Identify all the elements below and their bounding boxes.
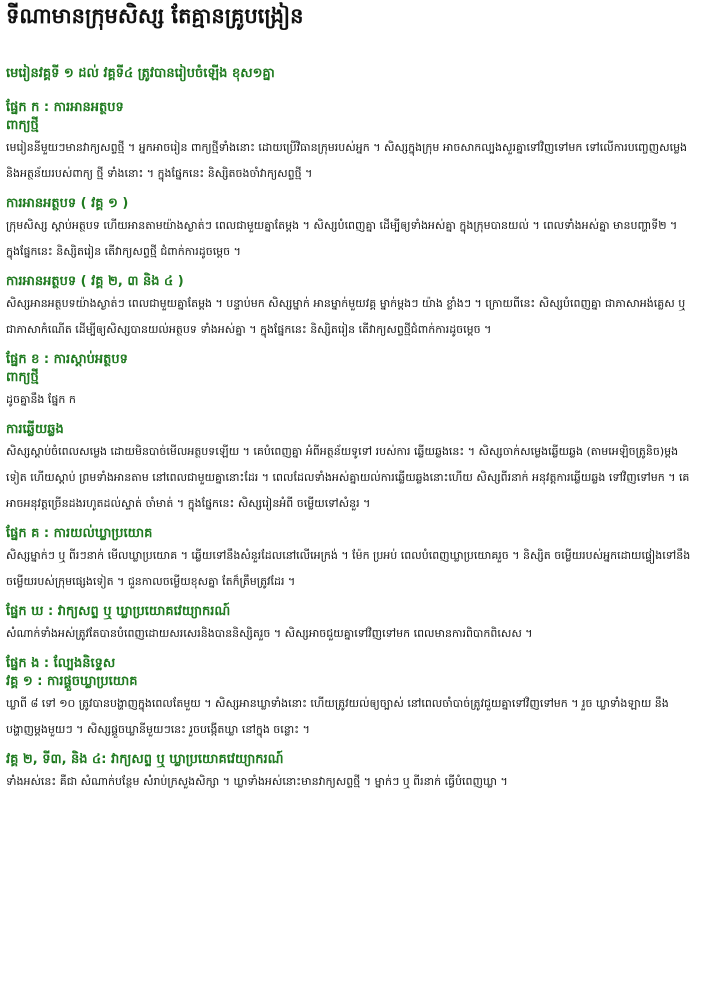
section-c-text: សិស្សម្នាក់ៗ ឬ ពីរៗនាក់ មើលឃ្លាប្រយោគ ។ ឆ្លើយទៅនឹងសំនួរដែលនៅលើអេក្រង់ ។ ម៉ែក ប្រអប់ ពេលបំពេញឃ្លាប្រយោគរួច ។ និស្សិត ចម្លើយរបស់អ្នកដោយផ្ទៀងទៅនឹងចម្លើយរបស់ក្រុមផ្សេងទៀត ។ ជួនកាលចម្លើយខុសគ្នា តែក៏ត្រឹមត្រូវដែរ ។ [6, 549, 691, 588]
section-e [6, 655, 694, 795]
section-a [6, 99, 694, 343]
section-a-reading1-title: ការអានអត្ថបទ ( វគ្គ ១ ) [6, 196, 129, 211]
section-a-vocab-text: មេរៀននីមួយៗមានវាក្យសព្ទថ្មី ។ អ្នកអាចរៀន ពាក្យថ្មីទាំងនោះ ដោយប្រើវិធានក្រុមរបស់អ្នក ។ សិស្សក្នុងក្រុម អាចសាកល្បងសួរគ្នាទៅវិញទៅមក ទៅលើការបញ្ចេញសម្លេង និងអត្ថន័យរបស់ពាក្យ ថ្មី ទាំងនោះ ។ ក្នុងផ្នែកនេះ និស្សិតចងចាំវាក្យសព្ទថ្មី ។ [6, 141, 688, 180]
section-b-title: ផ្នែក ខ : ការស្តាប់អត្ថបទ [6, 352, 128, 367]
section-b [6, 351, 694, 517]
lesson-header: មេរៀនវគ្គទី ១ ដល់ វគ្គទី៤ ត្រូវបានរៀបចំឡើង ខុស១គ្នា [6, 66, 275, 81]
section-b-vocab-text: ដូចគ្នានឹង ផ្នែក ក [6, 393, 76, 406]
section-a-reading1-text: ក្រុមសិស្ស ស្តាប់អត្ថបទ ហើយអានតាមយ៉ាងស្ងាត់ៗ ពេលជាមួយគ្នាតែម្តង ។ សិស្សបំពេញគ្នា ដើម្បីឲ្យទាំងអស់គ្នា ក្នុងក្រុមបានយល់ ។ ពេលទាំងអស់គ្នា មានបញ្ហាទី២ ។ ក្នុងផ្នែកនេះ និស្សិតរៀន តើវាក្យសព្ទថ្មី ជំពាក់ការដូចម្តេច ។ [6, 219, 678, 258]
section-a-vocab-title: ពាក្យថ្មី [6, 118, 39, 133]
section-c [6, 525, 694, 595]
document-title: ទីណាមានក្រុមសិស្ស តែគ្មានគ្រូបង្រៀន [6, 4, 304, 28]
section-b-dictation-text: សិស្សស្តាប់ចំពេលសម្លេង ដោយមិនបាច់មើលអត្ថបទឡើយ ។ គេបំពេញគ្នា អំពីអត្ថន័យទូទៅ របស់ការ ឆ្លើយឆ្លងនេះ ។ សិស្សចាក់សម្លេងឆ្លើយឆ្លង (តាមអេឡិចត្រូនិច)ម្តងទៀត ហើយស្តាប់ ព្រមទាំងអានតាម នៅពេលជាមួយគ្នានោះដែរ ។ ពេលដែលទាំងអស់គ្នាយល់ការឆ្លើយឆ្លងនោះហើយ សិស្សពីរនាក់ អនុវត្តការឆ្លើយឆ្លង ទៅវិញទៅមក ។ គេអាចអនុវត្តច្រើនដងរហូតដល់ស្ទាត់ ចាំមាត់ ។ ក្នុងផ្នែកនេះ សិស្សរៀនអំពី ចម្លើយទៅសំនួរ ។ [6, 445, 690, 510]
section-a-reading2-title: ការអានអត្ថបទ ( វគ្គ ២, ៣ និង ៤ ) [6, 274, 184, 289]
section-e-part1-title: វគ្គ ១ : ការផ្គួចឃ្លាប្រយោគ [6, 674, 138, 689]
section-c-title: ផ្នែក គ : ការយល់ឃ្លាប្រយោគ [6, 526, 153, 541]
section-d [6, 603, 694, 647]
section-d-title: ផ្នែក ឃ : វាក្យសព្ទ ឬ ឃ្លាប្រយោគវេយ្យាករណ៍ [6, 604, 231, 619]
section-e-title: ផ្នែក ង : ល្បែងនិទ្ទេស [6, 656, 116, 671]
section-d-text: សំណាក់ទាំងអស់ត្រូវតែបានបំពេញដោយសរសេរនិងបាននិស្សិតរួច ។ សិស្សអាចជួយគ្នាទៅវិញទៅមក ពេលមានការពិបាកពិសេស ។ [6, 627, 533, 640]
section-e-part1-text: ឃ្លាពី ៨ ទៅ ១០ ត្រូវបានបង្ហាញក្នុងពេលតែមួយ ។ សិស្សអានឃ្លាទាំងនោះ ហើយត្រូវយល់ឲ្យច្បាស់ នៅពេលចាំបាច់ត្រូវជួយគ្នាទៅវិញទៅមក ។ រួច ឃ្លាទាំងឡាយ នឹងបង្ហាញម្តងមួយៗ ។ សិស្សផ្គួចឃ្លានីមួយៗនេះ រួចបង្កើតឃ្លា នៅក្នុង ចន្លោះ ។ [6, 697, 669, 736]
section-b-dictation-title: ការឆ្លើយឆ្លង [6, 422, 64, 437]
section-a-reading2-text: សិស្សអានអត្ថបទយ៉ាងស្ងាត់ៗ ពេលជាមួយគ្នាតែម្តង ។ បន្ទាប់មក សិស្សម្នាក់ អានម្នាក់មួយវគ្គ ម្នាក់ម្តងៗ យ៉ាង ខ្លាំងៗ ។ ក្រោយពីនេះ សិស្សបំពេញគ្នា ជាភាសាអង់គ្លេស ឬ ជាភាសាកំណើត ដើម្បីឲ្យសិស្សបានយល់អត្ថបទ ទាំងអស់គ្នា ។ ក្នុងផ្នែកនេះ និស្សិតរៀន តើវាក្យសព្ទថ្មីជំពាក់ការដូចម្តេច ។ [6, 297, 686, 336]
section-a-title: ផ្នែក ក : ការអានអត្ថបទ [6, 100, 124, 115]
section-e-part2-title: វគ្គ ២, ទី៣, និង ៤: វាក្យសព្ទ ឬ ឃ្លាប្រយោគវេយ្យាករណ៍ [6, 752, 284, 767]
section-e-part2-text: ទាំងអស់នេះ គឺជា សំណាក់បន្ថែម សំរាប់ក្រសួងសិក្សា ។ ឃ្លាទាំងអស់នោះមានវាក្យសព្ទថ្មី ។ ម្នាក់ៗ ឬ ពីរនាក់ ធ្វើបំពេញឃ្លា ។ [6, 775, 508, 788]
section-b-vocab-title: ពាក្យថ្មី [6, 370, 39, 385]
